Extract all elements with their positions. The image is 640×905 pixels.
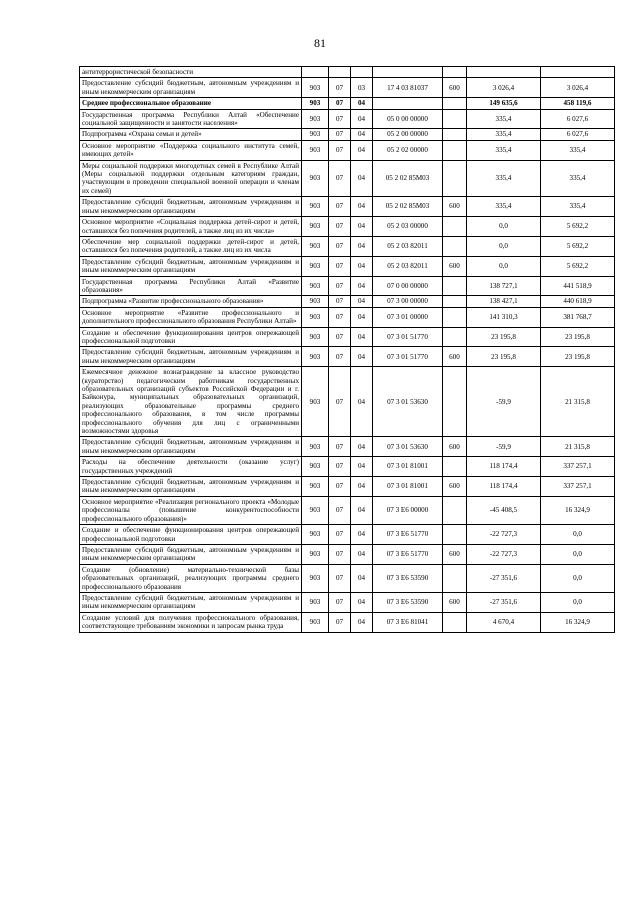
table-row [80,592,615,612]
section-code-cell: 07 [329,140,351,160]
expense-type-cell [443,129,467,140]
section-code-cell: 07 [329,592,351,612]
amount-year2-cell: 16 324,9 [541,496,615,524]
row-name-cell: Подпрограмма «Охрана семьи и детей» [80,129,302,140]
section-code-cell: 07 [329,367,351,437]
subsection-code-cell: 04 [351,307,373,327]
amount-year1-cell: 335,4 [467,160,541,197]
ministry-code-cell: 903 [302,236,329,256]
section-code-cell: 07 [329,457,351,477]
amount-year2-cell: 0,0 [541,544,615,564]
row-name-cell: Предоставление субсидий бюджетным, автономным учреждениям и иным некоммерческим организациям [80,437,302,457]
amount-year2-cell: 6 027,6 [541,129,615,140]
target-article-cell: 07 3 01 81001 [373,457,443,477]
row-name-cell: Среднее профессиональное образование [80,98,302,109]
expense-type-cell [443,564,467,592]
table-row [80,525,615,545]
section-code-cell: 07 [329,525,351,545]
subsection-code-cell: 04 [351,160,373,197]
amount-year2-cell: 0,0 [541,592,615,612]
amount-year2-cell: 335,4 [541,197,615,217]
ministry-code-cell: 903 [302,307,329,327]
ministry-code-cell: 903 [302,457,329,477]
expense-type-cell [443,525,467,545]
amount-year2-cell: 458 119,6 [541,98,615,109]
target-article-cell: 07 3 Е6 00000 [373,496,443,524]
target-article-cell: 07 3 01 00000 [373,307,443,327]
row-name-cell: Предоставление субсидий бюджетным, автономным учреждениям и иным некоммерческим организациям [80,197,302,217]
amount-year1-cell: -27 351,6 [467,564,541,592]
amount-year1-cell: 4 670,4 [467,612,541,632]
expense-type-cell [443,457,467,477]
amount-year1-cell: 335,4 [467,129,541,140]
row-name-cell: Основное мероприятие «Развитие профессионального и дополнительного профессионального образования Республики Алтай» [80,307,302,327]
amount-year2-cell: 5 692,2 [541,256,615,276]
target-article-cell: 07 3 01 51770 [373,347,443,367]
target-article-cell: 07 3 01 53630 [373,437,443,457]
expense-type-cell: 600 [443,477,467,497]
table-row [80,78,615,98]
subsection-code-cell: 04 [351,367,373,437]
subsection-code-cell: 04 [351,140,373,160]
amount-year1-cell: -22 727,3 [467,544,541,564]
target-article-cell: 07 3 Е6 81041 [373,612,443,632]
table-row [80,347,615,367]
row-name-cell: Расходы на обеспечение деятельности (оказание услуг) государственных учреждений [80,457,302,477]
ministry-code-cell: 903 [302,129,329,140]
table-row [80,217,615,237]
table-row [80,367,615,437]
expense-type-cell [443,236,467,256]
target-article-cell: 05 2 03 00000 [373,217,443,237]
row-name-cell: Создание (обновление) материально-технической базы образовательных организаций, реализующих программы среднего профессионального образования [80,564,302,592]
table-body [80,67,615,633]
row-name-cell: Создание и обеспечение функционирования центров опережающей профессиональной подготовки [80,525,302,545]
subsection-code-cell: 04 [351,256,373,276]
expense-type-cell [443,67,467,78]
table-row [80,544,615,564]
table-row [80,67,615,78]
ministry-code-cell: 903 [302,437,329,457]
section-code-cell: 07 [329,78,351,98]
ministry-code-cell: 903 [302,217,329,237]
subsection-code-cell: 04 [351,327,373,347]
table-row [80,276,615,296]
ministry-code-cell: 903 [302,98,329,109]
table-row [80,197,615,217]
expense-type-cell [443,327,467,347]
amount-year1-cell: 149 635,6 [467,98,541,109]
row-name-cell: Создание и обеспечение функционирования центров опережающей профессиональной подготовки [80,327,302,347]
expense-type-cell: 600 [443,592,467,612]
target-article-cell: 05 0 00 00000 [373,109,443,129]
section-code-cell: 07 [329,307,351,327]
amount-year2-cell: 21 315,8 [541,367,615,437]
subsection-code-cell: 04 [351,217,373,237]
section-code-cell: 07 [329,236,351,256]
row-name-cell: Обеспечение мер социальной поддержки детей-сирот и детей, оставшихся без попечения родителей, а также лиц из их числа [80,236,302,256]
ministry-code-cell: 903 [302,160,329,197]
expense-type-cell [443,217,467,237]
table-row [80,160,615,197]
ministry-code-cell: 903 [302,327,329,347]
amount-year1-cell: 0,0 [467,236,541,256]
section-code-cell: 07 [329,496,351,524]
subsection-code-cell: 04 [351,109,373,129]
amount-year2-cell: 16 324,9 [541,612,615,632]
expense-type-cell: 600 [443,347,467,367]
row-name-cell: Подпрограмма «Развитие профессионального образования» [80,296,302,307]
table-row [80,564,615,592]
subsection-code-cell: 04 [351,457,373,477]
table-row [80,296,615,307]
expense-type-cell [443,612,467,632]
expense-type-cell [443,276,467,296]
amount-year2-cell: 441 518,9 [541,276,615,296]
row-name-cell: Предоставление субсидий бюджетным, автономным учреждениям и иным некоммерческим организациям [80,256,302,276]
expense-type-cell: 600 [443,78,467,98]
amount-year1-cell: 138 727,1 [467,276,541,296]
amount-year1-cell: -22 727,3 [467,525,541,545]
expense-type-cell [443,98,467,109]
row-name-cell: Ежемесячное денежное вознаграждение за классное руководство (кураторство) педагогическим работникам государственных образовательных организаций субъектов Российской Федерации и г. Байконура, муниципальных образовательных организаций, реализующих образовательные программы среднего профессионального образования, в том числе программы профессионального обучения для лиц с ограниченными возможностями здоровья [80,367,302,437]
amount-year1-cell: -59,9 [467,437,541,457]
ministry-code-cell: 903 [302,109,329,129]
row-name-cell: Предоставление субсидий бюджетным, автономным учреждениям и иным некоммерческим организациям [80,78,302,98]
subsection-code-cell: 04 [351,564,373,592]
amount-year2-cell: 337 257,1 [541,477,615,497]
section-code-cell [329,67,351,78]
section-code-cell: 07 [329,256,351,276]
row-name-cell: Основное мероприятие «Социальная поддержка детей-сирот и детей, оставшихся без попечения родителей, а также лиц из их числа» [80,217,302,237]
amount-year1-cell: 23 195,8 [467,327,541,347]
target-article-cell: 17 4 03 81037 [373,78,443,98]
section-code-cell: 07 [329,437,351,457]
subsection-code-cell: 04 [351,347,373,367]
ministry-code-cell: 903 [302,564,329,592]
section-code-cell: 07 [329,296,351,307]
subsection-code-cell: 04 [351,496,373,524]
ministry-code-cell: 903 [302,367,329,437]
target-article-cell: 07 3 01 53630 [373,367,443,437]
table-row [80,327,615,347]
expense-type-cell [443,307,467,327]
target-article-cell: 05 2 03 82011 [373,256,443,276]
subsection-code-cell: 04 [351,525,373,545]
target-article-cell: 07 3 00 00000 [373,296,443,307]
amount-year1-cell: 335,4 [467,197,541,217]
page-number: 81 [314,36,326,50]
ministry-code-cell: 903 [302,197,329,217]
ministry-code-cell: 903 [302,347,329,367]
ministry-code-cell: 903 [302,296,329,307]
expense-type-cell [443,160,467,197]
row-name-cell: антитеррористической безопасности [80,67,302,78]
row-name-cell: Государственная программа Республики Алтай «Обеспечение социальной защищенности и занятости населения» [80,109,302,129]
subsection-code-cell: 04 [351,612,373,632]
amount-year1-cell: 118 174,4 [467,477,541,497]
section-code-cell: 07 [329,217,351,237]
subsection-code-cell [351,67,373,78]
amount-year1-cell: 23 195,8 [467,347,541,367]
row-name-cell: Основное мероприятие «Реализация регионального проекта «Молодые профессионалы (повышение конкурентоспособности профессионального образования)» [80,496,302,524]
amount-year2-cell: 5 692,2 [541,236,615,256]
amount-year2-cell: 381 768,7 [541,307,615,327]
section-code-cell: 07 [329,564,351,592]
row-name-cell: Меры социальной поддержки многодетных семей в Республике Алтай (Меры социальной поддержки отдельным категориям граждан, участвующим в проведении специальной военной операции и членам их семей) [80,160,302,197]
target-article-cell: 07 0 00 00000 [373,276,443,296]
subsection-code-cell: 03 [351,78,373,98]
subsection-code-cell: 04 [351,276,373,296]
table-row [80,236,615,256]
amount-year1-cell: 0,0 [467,217,541,237]
row-name-cell: Предоставление субсидий бюджетным, автономным учреждениям и иным некоммерческим организациям [80,592,302,612]
expense-type-cell [443,109,467,129]
ministry-code-cell: 903 [302,592,329,612]
row-name-cell: Предоставление субсидий бюджетным, автономным учреждениям и иным некоммерческим организациям [80,477,302,497]
amount-year2-cell: 0,0 [541,564,615,592]
amount-year1-cell: 335,4 [467,140,541,160]
expense-type-cell: 600 [443,544,467,564]
section-code-cell: 07 [329,276,351,296]
subsection-code-cell: 04 [351,296,373,307]
budget-table [79,66,615,633]
target-article-cell: 07 3 Е6 53590 [373,564,443,592]
amount-year2-cell: 5 692,2 [541,217,615,237]
amount-year2-cell: 23 195,8 [541,347,615,367]
amount-year2-cell: 335,4 [541,140,615,160]
table-row [80,140,615,160]
section-code-cell: 07 [329,477,351,497]
amount-year1-cell: -45 408,5 [467,496,541,524]
amount-year1-cell: 138 427,1 [467,296,541,307]
table-row [80,612,615,632]
subsection-code-cell: 04 [351,197,373,217]
section-code-cell: 07 [329,160,351,197]
section-code-cell: 07 [329,544,351,564]
row-name-cell: Основное мероприятие «Поддержка социального института семей, имеющих детей» [80,140,302,160]
amount-year2-cell: 0,0 [541,525,615,545]
table-row [80,256,615,276]
ministry-code-cell: 903 [302,544,329,564]
amount-year1-cell: 141 310,3 [467,307,541,327]
table-row [80,98,615,109]
amount-year1-cell: 0,0 [467,256,541,276]
row-name-cell: Государственная программа Республики Алтай «Развитие образования» [80,276,302,296]
expense-type-cell [443,496,467,524]
amount-year1-cell: -59,9 [467,367,541,437]
section-code-cell: 07 [329,197,351,217]
table-row [80,457,615,477]
ministry-code-cell: 903 [302,496,329,524]
section-code-cell: 07 [329,109,351,129]
amount-year2-cell: 3 026,4 [541,78,615,98]
amount-year1-cell: 3 026,4 [467,78,541,98]
section-code-cell: 07 [329,612,351,632]
amount-year2-cell: 335,4 [541,160,615,197]
table-row [80,477,615,497]
section-code-cell: 07 [329,98,351,109]
target-article-cell: 05 2 02 00000 [373,140,443,160]
ministry-code-cell: 903 [302,477,329,497]
expense-type-cell [443,296,467,307]
amount-year1-cell: 335,4 [467,109,541,129]
target-article-cell: 05 2 03 82011 [373,236,443,256]
amount-year2-cell: 21 315,8 [541,437,615,457]
subsection-code-cell: 04 [351,236,373,256]
amount-year2-cell: 6 027,6 [541,109,615,129]
target-article-cell: 07 3 Е6 51770 [373,525,443,545]
target-article-cell: 07 3 01 51770 [373,327,443,347]
ministry-code-cell: 903 [302,256,329,276]
target-article-cell: 07 3 Е6 51770 [373,544,443,564]
amount-year1-cell: 118 174,4 [467,457,541,477]
amount-year1-cell [467,67,541,78]
subsection-code-cell: 04 [351,477,373,497]
amount-year2-cell: 440 618,9 [541,296,615,307]
ministry-code-cell: 903 [302,525,329,545]
subsection-code-cell: 04 [351,129,373,140]
subsection-code-cell: 04 [351,437,373,457]
table-row [80,307,615,327]
subsection-code-cell: 04 [351,98,373,109]
subsection-code-cell: 04 [351,592,373,612]
ministry-code-cell: 903 [302,140,329,160]
amount-year2-cell: 337 257,1 [541,457,615,477]
row-name-cell: Предоставление субсидий бюджетным, автономным учреждениям и иным некоммерческим организациям [80,347,302,367]
row-name-cell: Создание условий для получения профессионального образования, соответствующее требованиям экономики и запросам рынка труда [80,612,302,632]
section-code-cell: 07 [329,129,351,140]
target-article-cell [373,98,443,109]
expense-type-cell [443,367,467,437]
ministry-code-cell: 903 [302,78,329,98]
target-article-cell: 07 3 01 81001 [373,477,443,497]
section-code-cell: 07 [329,327,351,347]
section-code-cell: 07 [329,347,351,367]
amount-year1-cell: -27 351,6 [467,592,541,612]
table-row [80,109,615,129]
expense-type-cell: 600 [443,256,467,276]
expense-type-cell: 600 [443,437,467,457]
expense-type-cell [443,140,467,160]
amount-year2-cell: 23 195,8 [541,327,615,347]
target-article-cell [373,67,443,78]
ministry-code-cell: 903 [302,612,329,632]
table-row [80,437,615,457]
target-article-cell: 05 2 00 00000 [373,129,443,140]
target-article-cell: 05 2 02 85М03 [373,197,443,217]
expense-type-cell: 600 [443,197,467,217]
target-article-cell: 05 2 02 85М03 [373,160,443,197]
subsection-code-cell: 04 [351,544,373,564]
target-article-cell: 07 3 Е6 53590 [373,592,443,612]
ministry-code-cell [302,67,329,78]
amount-year2-cell [541,67,615,78]
table-row [80,496,615,524]
ministry-code-cell: 903 [302,276,329,296]
row-name-cell: Предоставление субсидий бюджетным, автономным учреждениям и иным некоммерческим организациям [80,544,302,564]
table-row [80,129,615,140]
